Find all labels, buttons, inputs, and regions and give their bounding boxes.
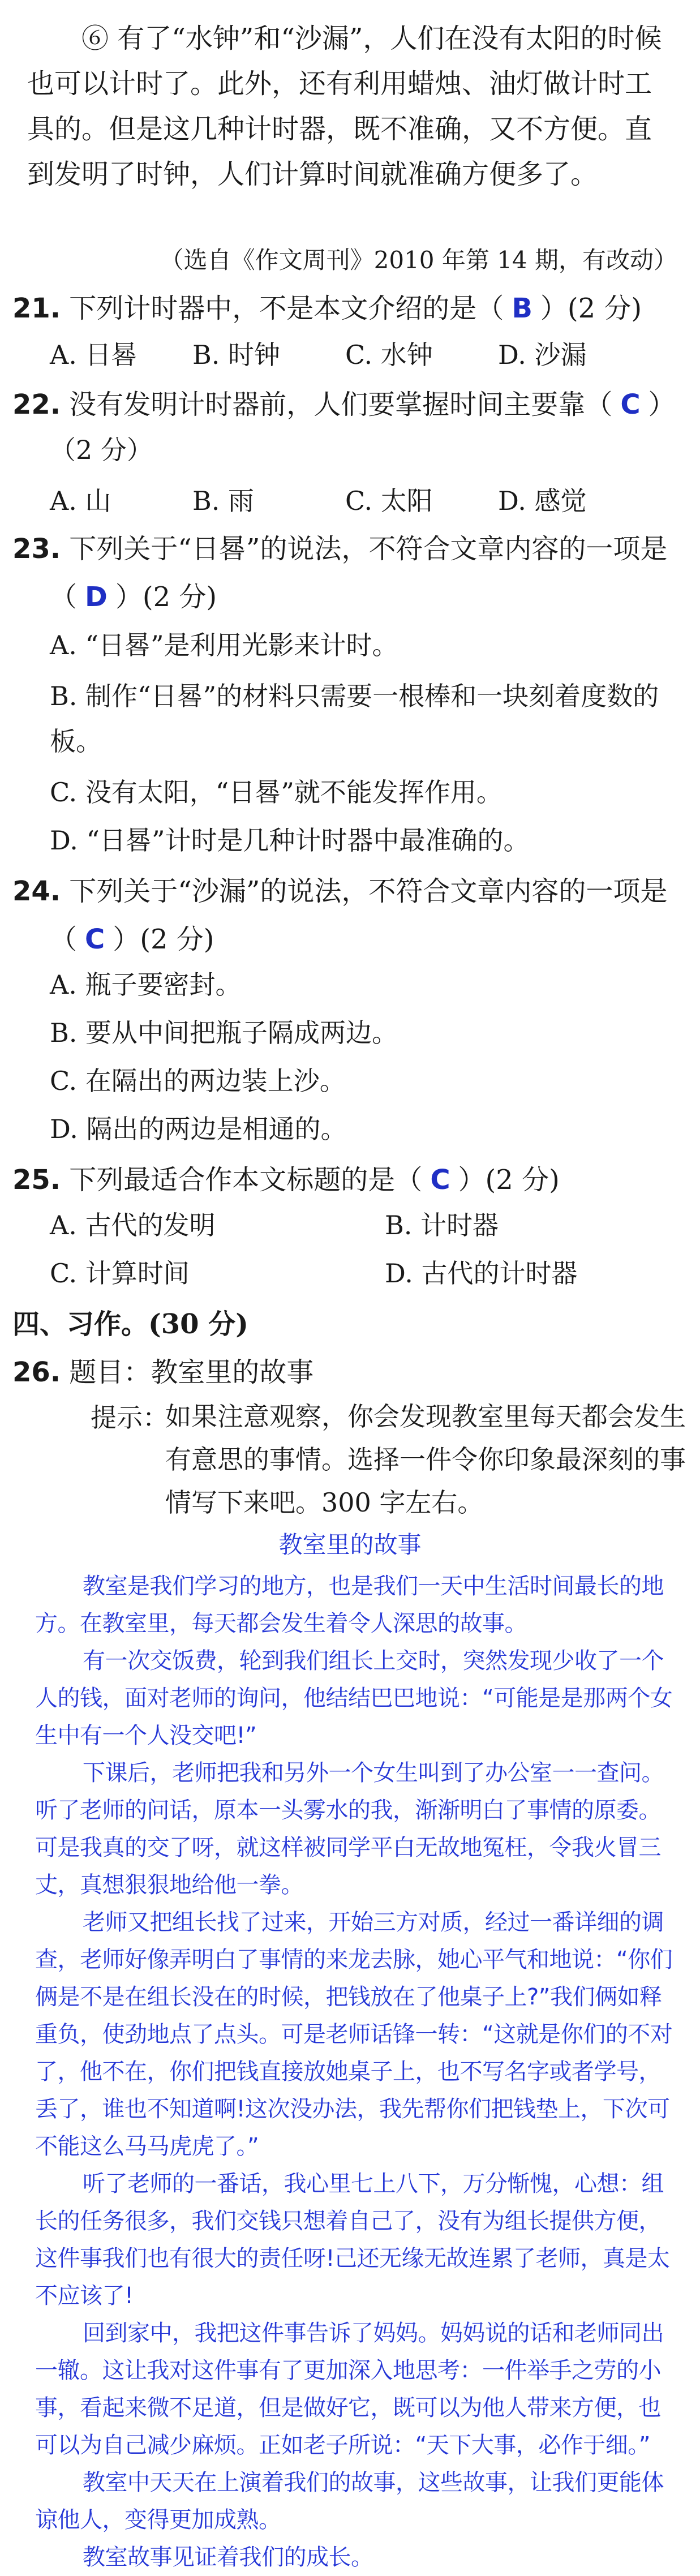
option-c: C. 太阳 [345, 486, 433, 516]
option-b: B. 时钟 [192, 340, 281, 370]
section-heading: 四、习作。(30 分) [12, 1308, 248, 1340]
question-score: ）(2 分) [113, 924, 214, 955]
option-c: C. 在隔出的两边装上沙。 [50, 1066, 346, 1096]
essay-paragraph: 教室故事见证着我们的成长。 [83, 2544, 373, 2570]
answer-mark: C [85, 924, 105, 955]
article-paragraph-6: ⑥ 有了“水钟”和“沙漏”，人们在没有太阳的时候也可以计时了。此外，还有利用蜡烛、油灯做计时工具的。但是这几种计时器，既不准确，又不方便。直到发明了时钟，人们计算时间就准确方便多了。 [27, 23, 662, 190]
question-score: （2 分） [50, 435, 153, 465]
answer-mark: D [85, 581, 108, 613]
option-a: A. 日晷 [50, 340, 138, 370]
question-paren: ） [648, 389, 676, 420]
essay-paragraph: 老师又把组长找了过来，开始三方对质，经过一番详细的调查，老师好像弄明白了事情的来龙去脉，她心平气和地说：“你们俩是不是在组长没在的时候，把钱放在了他桌子上?”我们俩如释重负，使劲地点了点头。可是老师话锋一转：“这就是你们的不对了，他不在，你们把钱直接放她桌子上，也不写名字或者学号，丢了，谁也不知道啊!这次没办法，我先帮你们把钱垫上，下次可不能这么马马虎虎了。” [35, 1909, 673, 2159]
essay-paragraph: 教室中天天在上演着我们的故事，这些故事，让我们更能体谅他人，变得更加成熟。 [35, 2470, 664, 2533]
option-a: A. “日晷”是利用光影来计时。 [50, 630, 398, 660]
question-number: 22. [12, 389, 61, 420]
essay-paragraph: 教室是我们学习的地方，也是我们一天中生活时间最长的地方。在教室里，每天都会发生着令人深思的故事。 [35, 1573, 664, 1637]
question-21-stem [12, 286, 686, 331]
essay-paragraph: 听了老师的一番话，我心里七上八下，万分惭愧，心想：组长的任务很多，我们交钱只想着自己了，没有为组长提供方便，这件事我们也有很大的责任呀!己还无缘无故连累了老师，真是太不应该了! [35, 2171, 670, 2309]
question-number: 24. [12, 875, 61, 907]
question-text: 没有发明计时器前，人们要掌握时间主要靠（ [69, 389, 613, 420]
option-c: C. 没有太阳，“日晷”就不能发挥作用。 [50, 777, 503, 808]
answer-mark: C [430, 1164, 450, 1196]
option-b: B. 雨 [192, 486, 255, 516]
question-number: 21. [12, 293, 61, 324]
hint-label: 提示： [91, 1402, 169, 1433]
question-score: ）(2 分) [458, 1164, 560, 1196]
question-number: 25. [12, 1164, 61, 1196]
essay-paragraph: 有一次交饭费，轮到我们组长上交时，突然发现少收了一个人的钱，面对老师的询问，他结结巴巴地说：“可能是是那两个女生中有一个人没交吧!” [35, 1648, 673, 1749]
essay-title: 教室里的故事 [278, 1531, 422, 1559]
option-a: A. 古代的发明 [50, 1210, 216, 1240]
essay-paragraph: 回到家中，我把这件事告诉了妈妈。妈妈说的话和老师同出一辙。这让我对这件事有了更加深入地思考：一件举手之劳的小事，看起来微不足道，但是做好它，既可以为他人带来方便，也可以为自己减少麻烦。正如老子所说：“天下大事，必作于细。” [35, 2320, 664, 2458]
option-b: B. 要从中间把瓶子隔成两边。 [50, 1017, 398, 1048]
option-b-text: B. 制作“日晷”的材料只需要一根棒和一块刻着度数的板。 [50, 681, 659, 757]
option-a: A. 瓶子要密封。 [50, 969, 242, 1000]
option-d: D. “日晷”计时是几种计时器中最准确的。 [50, 825, 530, 856]
article-source: （选自《作文周刊》2010 年第 14 期，有改动） [160, 246, 677, 274]
option-d: D. 沙漏 [498, 340, 587, 370]
question-24-stem [12, 869, 686, 914]
question-number: 23. [12, 533, 61, 565]
essay-body [35, 1568, 675, 2576]
question-text: 下列关于“沙漏”的说法，不符合文章内容的一项是 [69, 875, 668, 907]
question-text: 下列最适合作本文标题的是（ [69, 1164, 423, 1196]
option-c: C. 水钟 [345, 340, 433, 370]
option-b: B. 计时器 [385, 1210, 499, 1240]
option-d: D. 感觉 [498, 486, 587, 516]
question-topic: 题目：教室里的故事 [69, 1356, 314, 1388]
hint-text: 如果注意观察，你会发现教室里每天都会发生有意思的事情。选择一件令你印象最深刻的事情写下来吧。300 字左右。 [165, 1401, 686, 1518]
option-b [50, 673, 678, 764]
option-d: D. 古代的计时器 [385, 1258, 578, 1289]
question-24-answer-line: （ C ）(2 分) [50, 924, 214, 955]
question-score: ）(2 分) [540, 293, 642, 324]
question-25-stem [12, 1157, 686, 1203]
question-23-stem [12, 526, 686, 572]
answer-mark: B [512, 293, 532, 324]
option-c: C. 计算时间 [50, 1258, 190, 1289]
question-23-answer-line: （ D ）(2 分) [50, 581, 217, 613]
question-26-stem [12, 1350, 686, 1395]
question-score: ）(2 分) [115, 581, 217, 613]
essay-paragraph: 下课后，老师把我和另外一个女生叫到了办公室一一查问。听了老师的问话，原本一头雾水的我，渐渐明白了事情的原委。可是我真的交了呀，就这样被同学平白无故地冤枉，令我火冒三丈，真想狠狠地给他一拳。 [35, 1760, 664, 1898]
answer-mark: C [620, 389, 641, 420]
question-number: 26. [12, 1356, 61, 1388]
option-a: A. 山 [50, 486, 111, 516]
question-text: 下列计时器中，不是本文介绍的是（ [69, 293, 504, 324]
option-d: D. 隔出的两边是相通的。 [50, 1114, 347, 1144]
question-22-stem [12, 382, 686, 427]
question-text: 下列关于“日晷”的说法，不符合文章内容的一项是 [69, 533, 668, 565]
